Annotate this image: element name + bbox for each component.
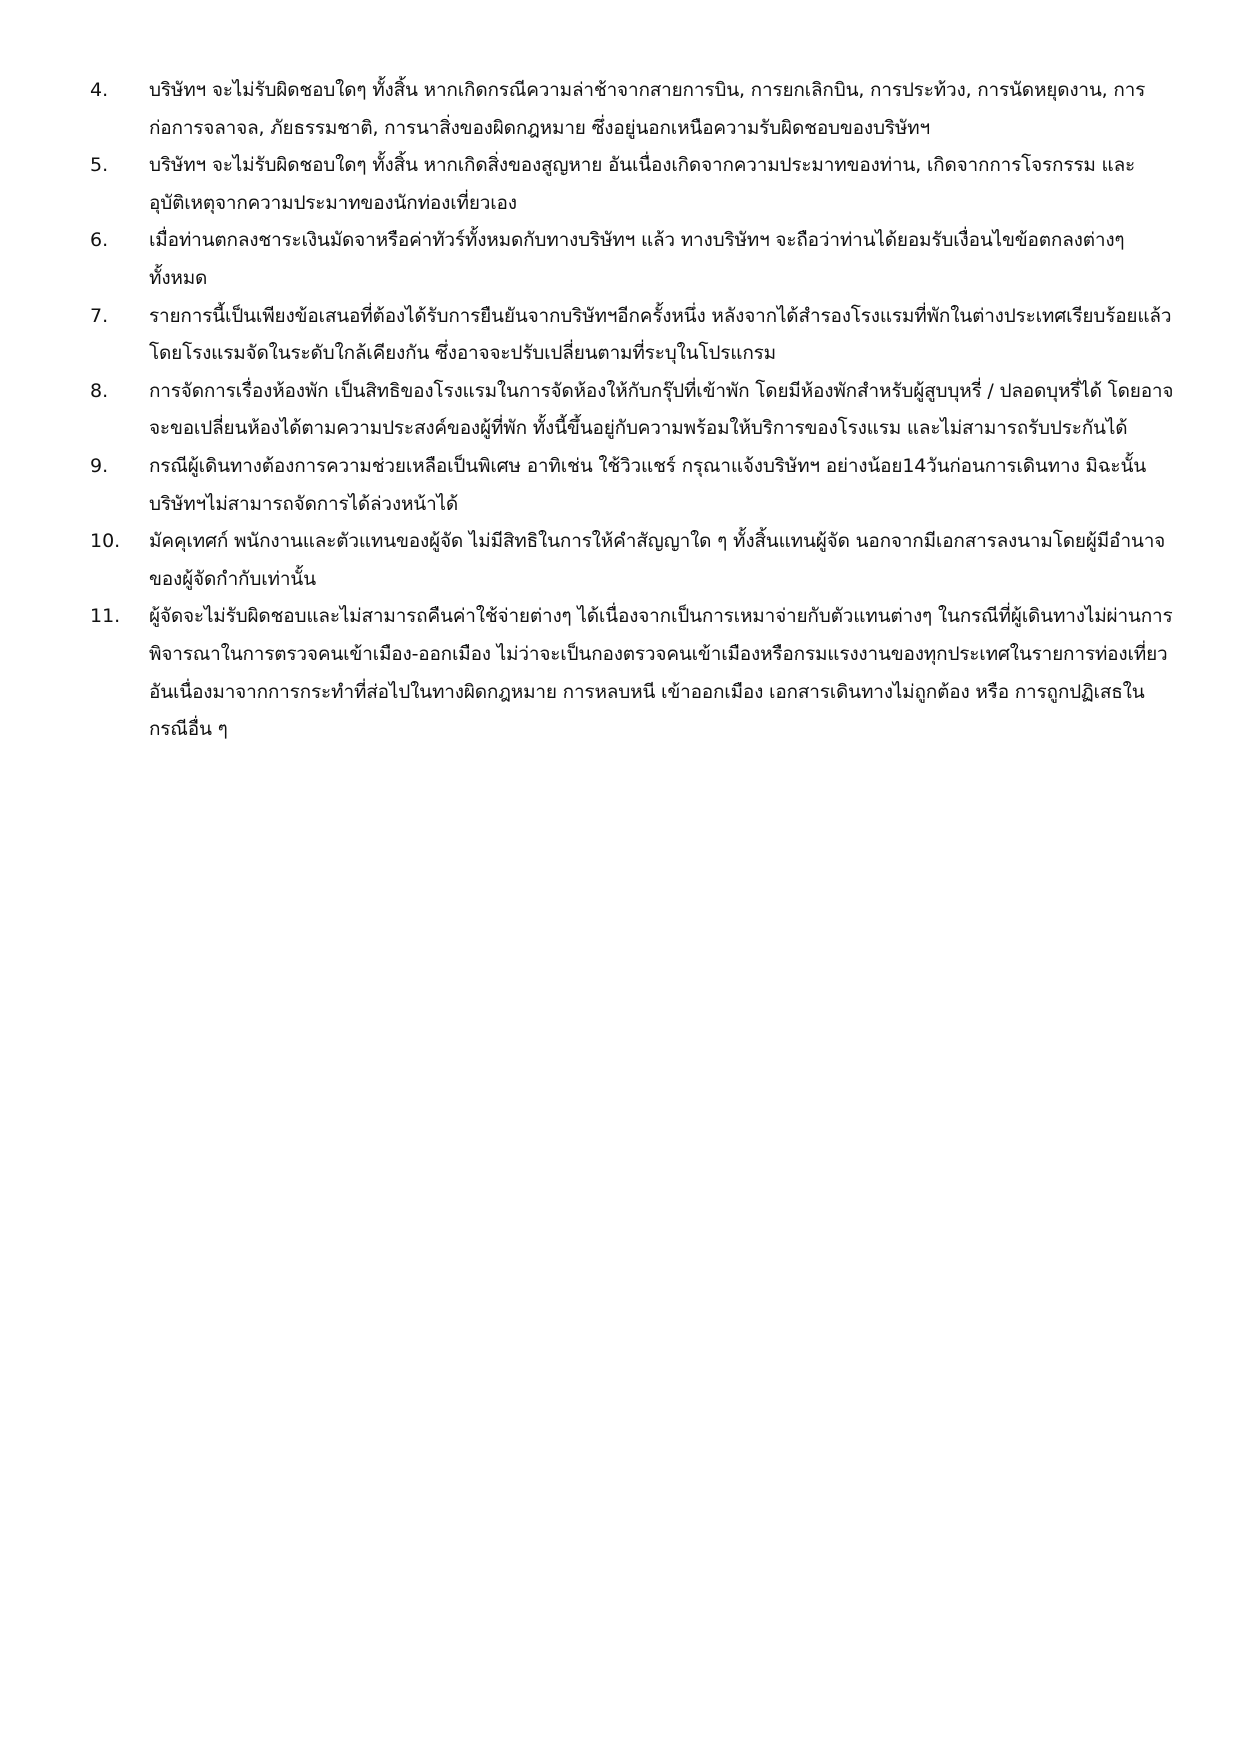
term-number: 7. — [90, 304, 109, 327]
term-item-8 — [90, 373, 1180, 448]
term-text: การจัดการเรื่องห้องพัก เป็นสิทธิของโรงแรมในการจัดห้องให้กับกรุ๊ปที่เข้าพัก โดยมีห้องพักสำหรับผู้สูบบุหรี่ / ปลอดบุหรี่ได้ โดยอาจจะขอเปลี่ยนห้องได้ตามความประสงค์ของผู้ที่พัก ทั้งนี้ขึ้นอยู่กับความพร้อมให้บริการของโรงแรม และไม่สามารถรับประกันได้ — [149, 379, 1174, 440]
term-text: บริษัทฯ จะไม่รับผิดชอบใดๆ ทั้งสิ้น หากเกิดสิ่งของสูญหาย อันเนื่องเกิดจากความประมาทของท่าน, เกิดจากการโจรกรรม และ อุบัติเหตุจากความประมาทของนักท่องเที่ยวเอง — [149, 154, 1136, 214]
term-number: 8. — [90, 379, 109, 402]
term-item-11 — [90, 598, 1180, 748]
term-number: 9. — [90, 454, 109, 477]
term-text: มัคคุเทศก์ พนักงานและตัวแทนของผู้จัด ไม่มีสิทธิในการให้คำสัญญาใด ๆ ทั้งสิ้นแทนผู้จัด นอกจากมีเอกสารลงนามโดยผู้มีอำนาจของผู้จัดกำกับเท่านั้น — [149, 530, 1166, 590]
term-item-9 — [90, 448, 1180, 523]
term-number: 11. — [90, 605, 121, 628]
terms-list — [90, 72, 1180, 749]
term-text: ผู้จัดจะไม่รับผิดชอบและไม่สามารถคืนค่าใช้จ่ายต่างๆ ได้เนื่องจากเป็นการเหมาจ่ายกับตัวแทนต่างๆ ในกรณีที่ผู้เดินทางไม่ผ่านการพิจารณาในการตรวจคนเข้าเมือง-ออกเมือง ไม่ว่าจะเป็นกองตรวจคนเข้าเมืองหรือกรมแรงงานของทุกประเทศในรายการท่องเที่ยว อันเนื่องมาจากการกระทำที่ส่อไปในทางผิดกฎหมาย การหลบหนี เข้าออกเมือง เอกสารเดินทางไม่ถูกต้อง หรือ การถูกปฏิเสธในกรณีอื่น ๆ — [149, 605, 1173, 741]
term-item-6 — [90, 222, 1180, 297]
term-number: 4. — [90, 79, 109, 101]
term-item-7 — [90, 298, 1180, 373]
term-text: บริษัทฯ จะไม่รับผิดชอบใดๆ ทั้งสิ้น หากเกิดกรณีความล่าช้าจากสายการบิน, การยกเลิกบิน, การประท้วง, การนัดหยุดงาน, การก่อการจลาจล, ภัยธรรมชาติ, การนาสิ่งของผิดกฎหมาย ซึ่งอยู่นอกเหนือความรับผิดชอบของบริษัทฯ — [149, 79, 1146, 139]
term-item-4 — [90, 72, 1180, 147]
term-number: 10. — [90, 530, 121, 553]
term-text: รายการนี้เป็นเพียงข้อเสนอที่ต้องได้รับการยืนยันจากบริษัทฯอีกครั้งหนึ่ง หลังจากได้สำรองโรงแรมที่พักในต่างประเทศเรียบร้อยแล้ว โดยโรงแรมจัดในระดับใกล้เคียงกัน ซึ่งอาจจะปรับเปลี่ยนตามที่ระบุในโปรแกรม — [149, 304, 1172, 365]
term-text: เมื่อท่านตกลงชาระเงินมัดจาหรือค่าทัวร์ทั้งหมดกับทางบริษัทฯ แล้ว ทางบริษัทฯ จะถือว่าท่านได้ยอมรับเงื่อนไขข้อตกลงต่างๆ ทั้งหมด — [149, 229, 1125, 289]
term-text: กรณีผู้เดินทางต้องการความช่วยเหลือเป็นพิเศษ อาทิเช่น ใช้วิวแชร์ กรุณาแจ้งบริษัทฯ อย่างน้อย14วันก่อนการเดินทาง มิฉะนั้น บริษัทฯไม่สามารถจัดการได้ล่วงหน้าได้ — [149, 454, 1147, 515]
term-item-10 — [90, 523, 1180, 598]
term-number: 5. — [90, 154, 109, 177]
term-number: 6. — [90, 229, 109, 252]
term-item-5 — [90, 147, 1180, 222]
